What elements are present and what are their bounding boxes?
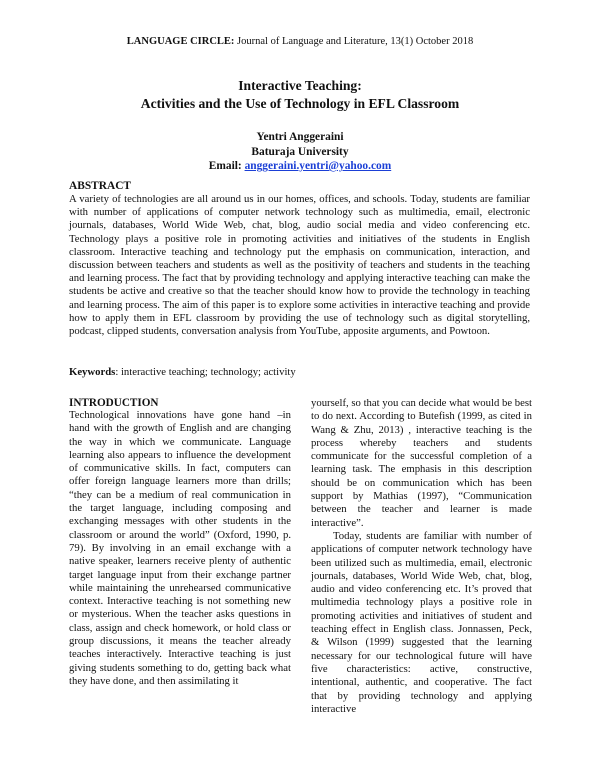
right-column-paragraph-2: Today, students are familiar with number of applications of computer network technology have been utilized such as multimedia, email, electronic journals, databases, World Wide Web, chat, blog, audio and video conferencing etc. It’s proved that multimedia technology plays a positive role in promoting activities and initiatives of student and teaching effect in English class. Jonnassen, Peck, & Wilson (1999) suggested that the learning necessary for our technological future will have five characteristics: active, constructive, intentional, authentic, and cooperative. The fact that by providing technology and applying interactive [311, 529, 532, 715]
author-email-line [40, 159, 560, 174]
running-header [0, 36, 600, 47]
right-column-paragraph-1: yourself, so that you can decide what would be best to do next. According to Butefish (1999, as cited in Wang & Zhu, 2013) , interactive teaching is the process whereby teachers and students communicate for the successful completion of a learning task. The emphasis in this description should be on communication which has been support by Mathias (1997), “Communication between the teacher and learner is made interactive”. [311, 397, 532, 529]
keywords-label: Keywords [69, 366, 116, 378]
title-line-2: Activities and the Use of Technology in EFL Classroom [140, 96, 460, 111]
paper-title [40, 77, 560, 113]
journal-issue: Journal of Language and Literature, 13(1) October 2018 [234, 36, 474, 47]
left-column [69, 409, 291, 688]
journal-name: LANGUAGE CIRCLE: [126, 36, 235, 47]
abstract-heading: ABSTRACT [69, 180, 132, 192]
right-column [311, 397, 532, 716]
keywords-line [69, 366, 530, 379]
keywords-text: : interactive teaching; technology; activity [115, 366, 296, 378]
title-line-1: Interactive Teaching: [238, 78, 362, 93]
email-link[interactable]: anggeraini.yentri@yahoo.com [244, 160, 392, 172]
email-label: Email: [208, 160, 245, 172]
author-block [40, 130, 560, 174]
author-affiliation: Baturaja University [251, 145, 349, 158]
left-column-paragraph: Technological innovations have gone hand –in hand with the growth of English and are changing the way in which we communicate. Language learning also appears to influence the development of communicative skills. In fact, computers can offer foreign language learners more than drills; “they can be a medium of real communication in the target language, including composing and exchanging messages with other students in the classroom or around the world” (Oxford, 1990, p. 79). By involving in an email exchange with a native speaker, learners receive plenty of authentic target language input from their exchange partner while maintaining the unrehearsed communicative context. Interactive teaching is not something new or mysterious. When the teacher asks questions in class, assign and check homework, or hold class or group discussions, it means the teacher already teaches interactively. Interactive teaching is just giving students something to do, getting back what they have done, and then assimilating it [69, 409, 291, 687]
abstract-text: A variety of technologies are all around us in our homes, offices, and schools. Today, students are familiar with number of applications of computer network technology such as multimedia, email, electronic journals, databases, World Wide Web, chat, blog, audio social media and video conferencing etc. Technology plays a positive role in promoting activities and initiatives of the students in English classroom. Interactive teaching and technology put the emphasis on communication, interaction, and discussion between teachers and students as well as the positivity of teachers and students in the teaching and learning process. The fact that by providing technology and applying interactive teaching can make the students be active and creative so that the teacher should know how to provide the technology in teaching and learning process. The aim of this paper is to explore some activities in interactive teaching and provide how to apply them in EFL classroom by providing the use of technology such as digital storytelling, podcast, clipped students, conversation analysis from YouTube, apposite arguments, and Powtoon. [69, 193, 530, 338]
author-name: Yentri Anggeraini [256, 131, 344, 143]
introduction-heading: INTRODUCTION [69, 397, 159, 409]
